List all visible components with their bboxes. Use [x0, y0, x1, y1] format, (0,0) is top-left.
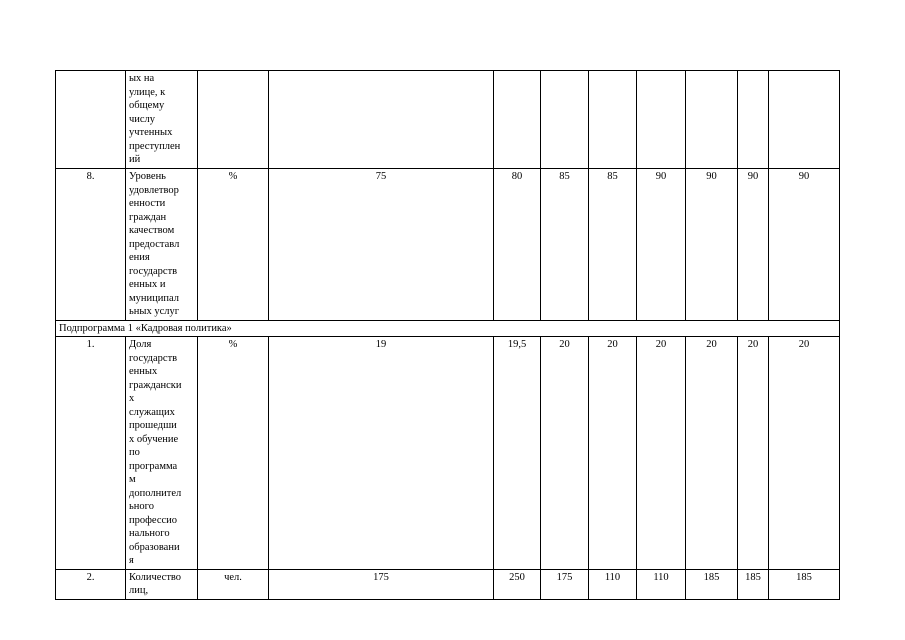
row-number: 2. — [56, 569, 126, 599]
value-cell — [589, 71, 637, 169]
value-cell: 90 — [686, 169, 738, 321]
value-cell — [269, 71, 494, 169]
value-cell: 80 — [494, 169, 541, 321]
value-cell — [541, 71, 589, 169]
indicator-name — [126, 71, 198, 169]
value-cell — [738, 71, 769, 169]
indicator-name-line: м — [129, 474, 136, 485]
section-title: Подпрограмма 1 «Кадровая политика» — [56, 320, 840, 337]
value-cell — [769, 71, 840, 169]
indicator-name-line: прошедши — [129, 420, 177, 431]
table-row — [56, 337, 840, 570]
indicator-name-line: лиц, — [129, 585, 149, 596]
indicator-name-line: ых на — [129, 73, 155, 84]
value-cell: 19 — [269, 337, 494, 570]
indicators-table — [55, 70, 840, 600]
indicator-name — [126, 569, 198, 599]
indicator-name-line: государств — [129, 265, 178, 277]
indicator-name-line: ий — [129, 154, 141, 165]
row-number — [56, 71, 126, 169]
unit-cell: % — [198, 337, 269, 570]
value-cell: 250 — [494, 569, 541, 599]
section-row — [56, 320, 840, 337]
value-cell: 90 — [769, 169, 840, 321]
table-row — [56, 169, 840, 321]
table-body — [56, 71, 840, 600]
value-cell: 175 — [541, 569, 589, 599]
value-cell: 75 — [269, 169, 494, 321]
indicator-name-line: предоставл — [129, 238, 180, 250]
indicator-name-line: нального — [129, 528, 170, 539]
indicator-name-line: граждански — [129, 379, 182, 391]
indicator-name-line: дополнител — [129, 487, 182, 499]
value-cell: 110 — [589, 569, 637, 599]
indicator-name-line: енных и — [129, 279, 166, 290]
unit-cell — [198, 71, 269, 169]
indicator-name-line: преступлен — [129, 140, 181, 152]
value-cell: 185 — [686, 569, 738, 599]
indicator-name-line: учтенных — [129, 127, 173, 138]
indicator-name-line: Доля — [129, 339, 152, 350]
value-cell: 20 — [637, 337, 686, 570]
indicator-name-line: х — [129, 393, 135, 404]
value-cell: 20 — [541, 337, 589, 570]
value-cell: 20 — [769, 337, 840, 570]
indicator-name-line: ения — [129, 252, 150, 263]
indicator-name-line: по — [129, 447, 140, 458]
value-cell — [494, 71, 541, 169]
value-cell: 85 — [589, 169, 637, 321]
value-cell: 175 — [269, 569, 494, 599]
indicator-name-line: общему — [129, 100, 165, 111]
indicator-name-line: числу — [129, 113, 156, 125]
indicator-name-line: муниципал — [129, 292, 179, 304]
row-number: 1. — [56, 337, 126, 570]
value-cell: 19,5 — [494, 337, 541, 570]
value-cell: 20 — [589, 337, 637, 570]
indicator-name-line: ьного — [129, 501, 154, 512]
indicator-name-line: Количество — [129, 571, 182, 583]
table-row — [56, 569, 840, 599]
indicator-name-line: енности — [129, 198, 166, 209]
value-cell: 110 — [637, 569, 686, 599]
row-number: 8. — [56, 169, 126, 321]
indicator-name-line: программа — [129, 460, 178, 472]
indicator-name-line: качеством — [129, 225, 175, 236]
indicator-name-line: я — [129, 555, 134, 566]
unit-cell: чел. — [198, 569, 269, 599]
indicator-name — [126, 337, 198, 570]
table-row — [56, 71, 840, 169]
value-cell: 185 — [769, 569, 840, 599]
indicator-name-line: енных — [129, 366, 158, 377]
value-cell: 90 — [637, 169, 686, 321]
value-cell — [686, 71, 738, 169]
unit-cell: % — [198, 169, 269, 321]
indicator-name-line: удовлетвор — [129, 184, 179, 196]
value-cell: 20 — [738, 337, 769, 570]
indicator-name-line: профессио — [129, 514, 178, 526]
indicator-name-line: ьных услуг — [129, 306, 180, 317]
value-cell: 85 — [541, 169, 589, 321]
value-cell: 185 — [738, 569, 769, 599]
indicator-name-line: х обучение — [129, 433, 179, 445]
value-cell: 20 — [686, 337, 738, 570]
indicator-name-line: служащих — [129, 406, 175, 418]
indicator-name-line: государств — [129, 352, 178, 364]
indicator-name-line: улице, к — [129, 86, 166, 98]
indicator-name-line: образовани — [129, 541, 180, 553]
indicator-name-line: Уровень — [129, 171, 166, 182]
indicator-name-line: граждан — [129, 211, 167, 223]
value-cell: 90 — [738, 169, 769, 321]
value-cell — [637, 71, 686, 169]
indicator-name — [126, 169, 198, 321]
